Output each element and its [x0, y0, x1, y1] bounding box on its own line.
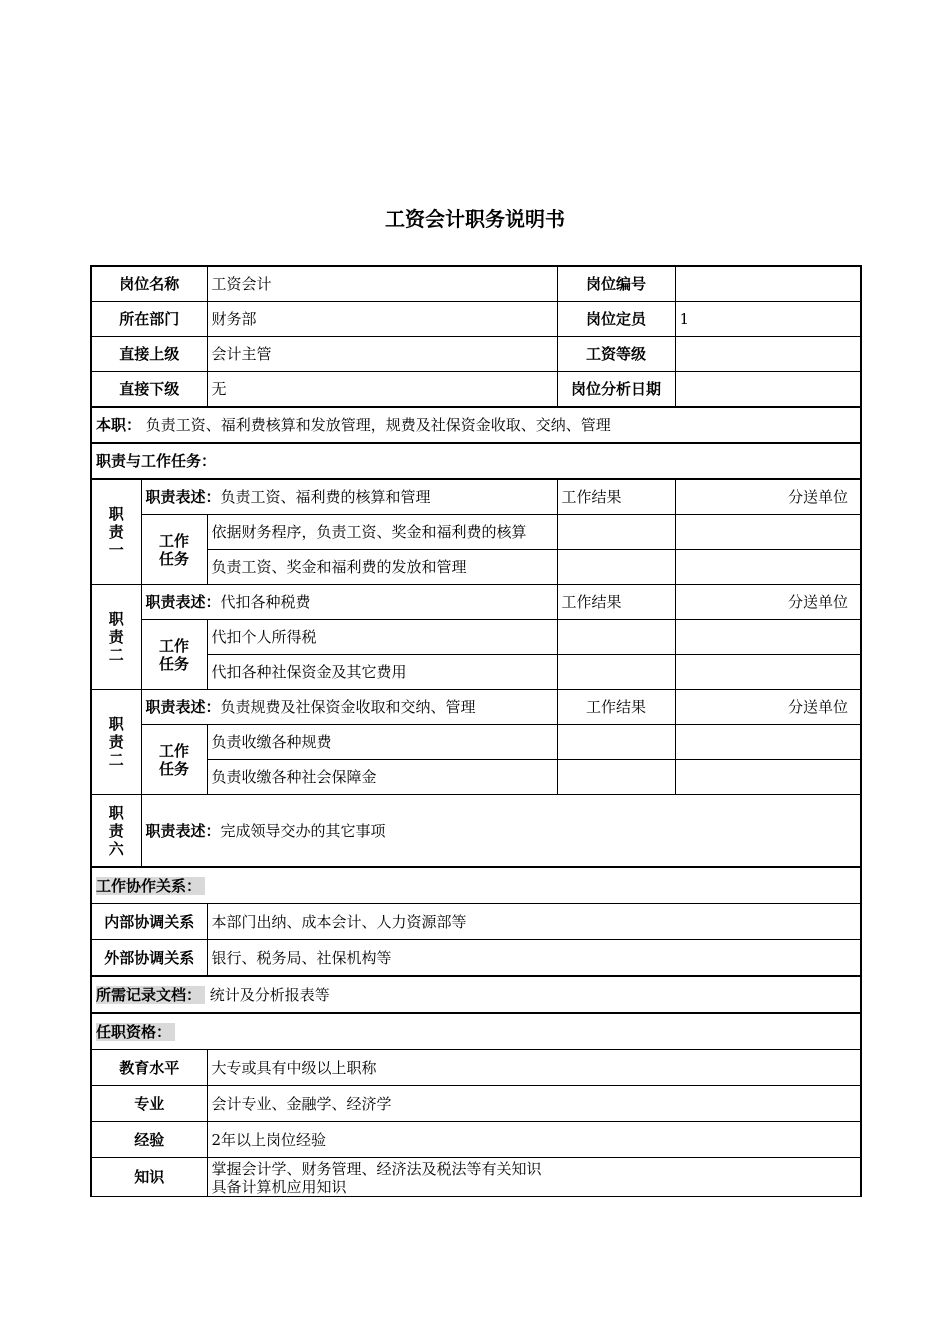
tasks-header: 职责与工作任务：	[91, 443, 861, 479]
post-no-label: 岗位编号	[557, 266, 675, 302]
duty-2-dest-text: 分送单位	[788, 593, 849, 611]
row-dept	[91, 302, 861, 337]
duty-1-desc	[141, 479, 557, 515]
external-label: 外部协调关系	[91, 940, 207, 977]
duty-2-name	[91, 585, 141, 690]
dept-value: 财务部	[207, 302, 557, 337]
duty-1-task-1-result	[557, 515, 675, 550]
internal-label: 内部协调关系	[91, 904, 207, 940]
duty-3-task-2-result	[557, 760, 675, 795]
duty-3-task-2-dest	[675, 760, 861, 795]
duty-1-desc-text: 负责工资、福利费的核算和管理	[220, 488, 431, 506]
duty-6-name	[91, 795, 141, 868]
duty-1-name	[91, 479, 141, 585]
row-major	[91, 1086, 861, 1122]
knowledge-label: 知识	[91, 1158, 207, 1197]
grade-value	[675, 337, 861, 372]
external-value: 银行、税务局、社保机构等	[207, 940, 861, 977]
duty-2-desc-row	[91, 585, 861, 620]
post-no-value	[675, 266, 861, 302]
row-external	[91, 940, 861, 977]
duty-3-dest-label	[675, 690, 861, 725]
desc-label: 职责表述：	[145, 821, 221, 840]
duty-2-task-label-text: 工作任务	[159, 636, 190, 673]
duty-2-task-row-1	[91, 620, 861, 655]
duty-1-task-1: 依据财务程序，负责工资、奖金和福利费的核算	[207, 515, 557, 550]
analysis-date-label: 岗位分析日期	[557, 372, 675, 408]
document-title: 工资会计职务说明书	[385, 207, 565, 231]
desc-label: 职责表述：	[145, 698, 221, 716]
row-records	[91, 976, 861, 1013]
cooperation-header-cell	[91, 867, 861, 904]
duty-3-name	[91, 690, 141, 795]
internal-value: 本部门出纳、成本会计、人力资源部等	[207, 904, 861, 940]
education-value: 大专或具有中级以上职称	[207, 1050, 861, 1086]
duty-1-task-1-dest	[675, 515, 861, 550]
knowledge-line-2: 具备计算机应用知识	[211, 1178, 347, 1196]
duty-2-task-row-2	[91, 655, 861, 690]
duty-1-task-2-dest	[675, 550, 861, 585]
duty-2-task-1-dest	[675, 620, 861, 655]
duty-2-desc	[141, 585, 557, 620]
analysis-date-value	[675, 372, 861, 408]
records-label: 所需记录文档：	[96, 986, 205, 1004]
duty-3-task-1: 负责收缴各种规费	[207, 725, 557, 760]
grade-label: 工资等级	[557, 337, 675, 372]
duty-6-name-text: 职责六	[108, 803, 124, 858]
duty-6-desc	[141, 795, 861, 868]
duty-1-task-row-2	[91, 550, 861, 585]
duty-2-task-label	[141, 620, 207, 690]
duty-3-task-label-text: 工作任务	[159, 741, 190, 778]
knowledge-line-1: 掌握会计学、财务管理、经济法及税法等有关知识	[211, 1160, 542, 1178]
records-cell	[91, 976, 861, 1013]
duty-2-task-2: 代扣各种社保资金及其它费用	[207, 655, 557, 690]
duty-1-name-text: 职责一	[108, 505, 124, 559]
duty-1-task-2-result	[557, 550, 675, 585]
education-label: 教育水平	[91, 1050, 207, 1086]
experience-label: 经验	[91, 1122, 207, 1158]
major-value: 会计专业、金融学、经济学	[207, 1086, 861, 1122]
desc-label: 职责表述：	[145, 488, 221, 506]
duty-1-task-label-text: 工作任务	[159, 531, 190, 568]
duty-3-task-2: 负责收缴各种社会保障金	[207, 760, 557, 795]
duty-2-result-label: 工作结果	[557, 585, 675, 620]
row-post-name	[91, 266, 861, 302]
duty-3-task-label	[141, 725, 207, 795]
row-experience	[91, 1122, 861, 1158]
duty-1-desc-row	[91, 479, 861, 515]
row-subordinate	[91, 372, 861, 408]
duty-3-dest-text: 分送单位	[788, 698, 849, 716]
duty-cell	[91, 407, 861, 443]
duty-2-dest-label	[675, 585, 861, 620]
row-superior	[91, 337, 861, 372]
post-name-label: 岗位名称	[91, 266, 207, 302]
row-tasks-header	[91, 443, 861, 479]
qualification-header-cell	[91, 1013, 861, 1050]
duty-2-task-2-dest	[675, 655, 861, 690]
duty-3-task-1-result	[557, 725, 675, 760]
duty-1-task-row-1	[91, 515, 861, 550]
row-education	[91, 1050, 861, 1086]
duty-1-dest-label	[675, 479, 861, 515]
duty-text: 负责工资、福利费核算和发放管理，规费及社保资金收取、交纳、管理	[145, 416, 611, 434]
duty-2-task-1: 代扣个人所得税	[207, 620, 557, 655]
duty-3-desc	[141, 690, 557, 725]
duty-3-task-1-dest	[675, 725, 861, 760]
duty-1-task-2: 负责工资、奖金和福利费的发放和管理	[207, 550, 557, 585]
records-text: 统计及分析报表等	[209, 985, 330, 1004]
duty-2-task-2-result	[557, 655, 675, 690]
duty-3-result-label: 工作结果	[557, 690, 675, 725]
duty-3-task-row-1	[91, 725, 861, 760]
duty-2-desc-text: 代扣各种税费	[220, 593, 311, 611]
experience-value: 2年以上岗位经验	[207, 1122, 861, 1158]
row-cooperation-header	[91, 867, 861, 904]
row-duty	[91, 407, 861, 443]
cooperation-header: 工作协作关系：	[96, 877, 205, 895]
duty-3-desc-text: 负责规费及社保资金收取和交纳、管理	[220, 698, 476, 716]
row-qualification-header	[91, 1013, 861, 1050]
duty-3-task-row-2	[91, 760, 861, 795]
duty-1-dest-text: 分送单位	[788, 488, 849, 506]
headcount-value: 1	[675, 302, 861, 337]
duty-2-name-text: 职责二	[108, 610, 124, 664]
duty-label: 本职：	[96, 416, 142, 434]
superior-label: 直接上级	[91, 337, 207, 372]
qualification-header: 任职资格：	[96, 1023, 175, 1041]
duty-6-row	[91, 795, 861, 868]
row-internal	[91, 904, 861, 940]
duty-3-name-text: 职责二	[108, 715, 124, 769]
duty-1-task-label	[141, 515, 207, 585]
row-knowledge	[91, 1158, 861, 1197]
subordinate-value: 无	[207, 372, 557, 408]
headcount-label: 岗位定员	[557, 302, 675, 337]
duty-6-desc-text: 完成领导交办的其它事项	[220, 821, 386, 840]
duty-3-desc-row	[91, 690, 861, 725]
knowledge-value	[207, 1158, 861, 1197]
post-name-value: 工资会计	[207, 266, 557, 302]
major-label: 专业	[91, 1086, 207, 1122]
job-description-table	[90, 265, 862, 1197]
duty-1-result-label: 工作结果	[557, 479, 675, 515]
superior-value: 会计主管	[207, 337, 557, 372]
duty-2-task-1-result	[557, 620, 675, 655]
desc-label: 职责表述：	[145, 593, 221, 611]
subordinate-label: 直接下级	[91, 372, 207, 408]
dept-label: 所在部门	[91, 302, 207, 337]
